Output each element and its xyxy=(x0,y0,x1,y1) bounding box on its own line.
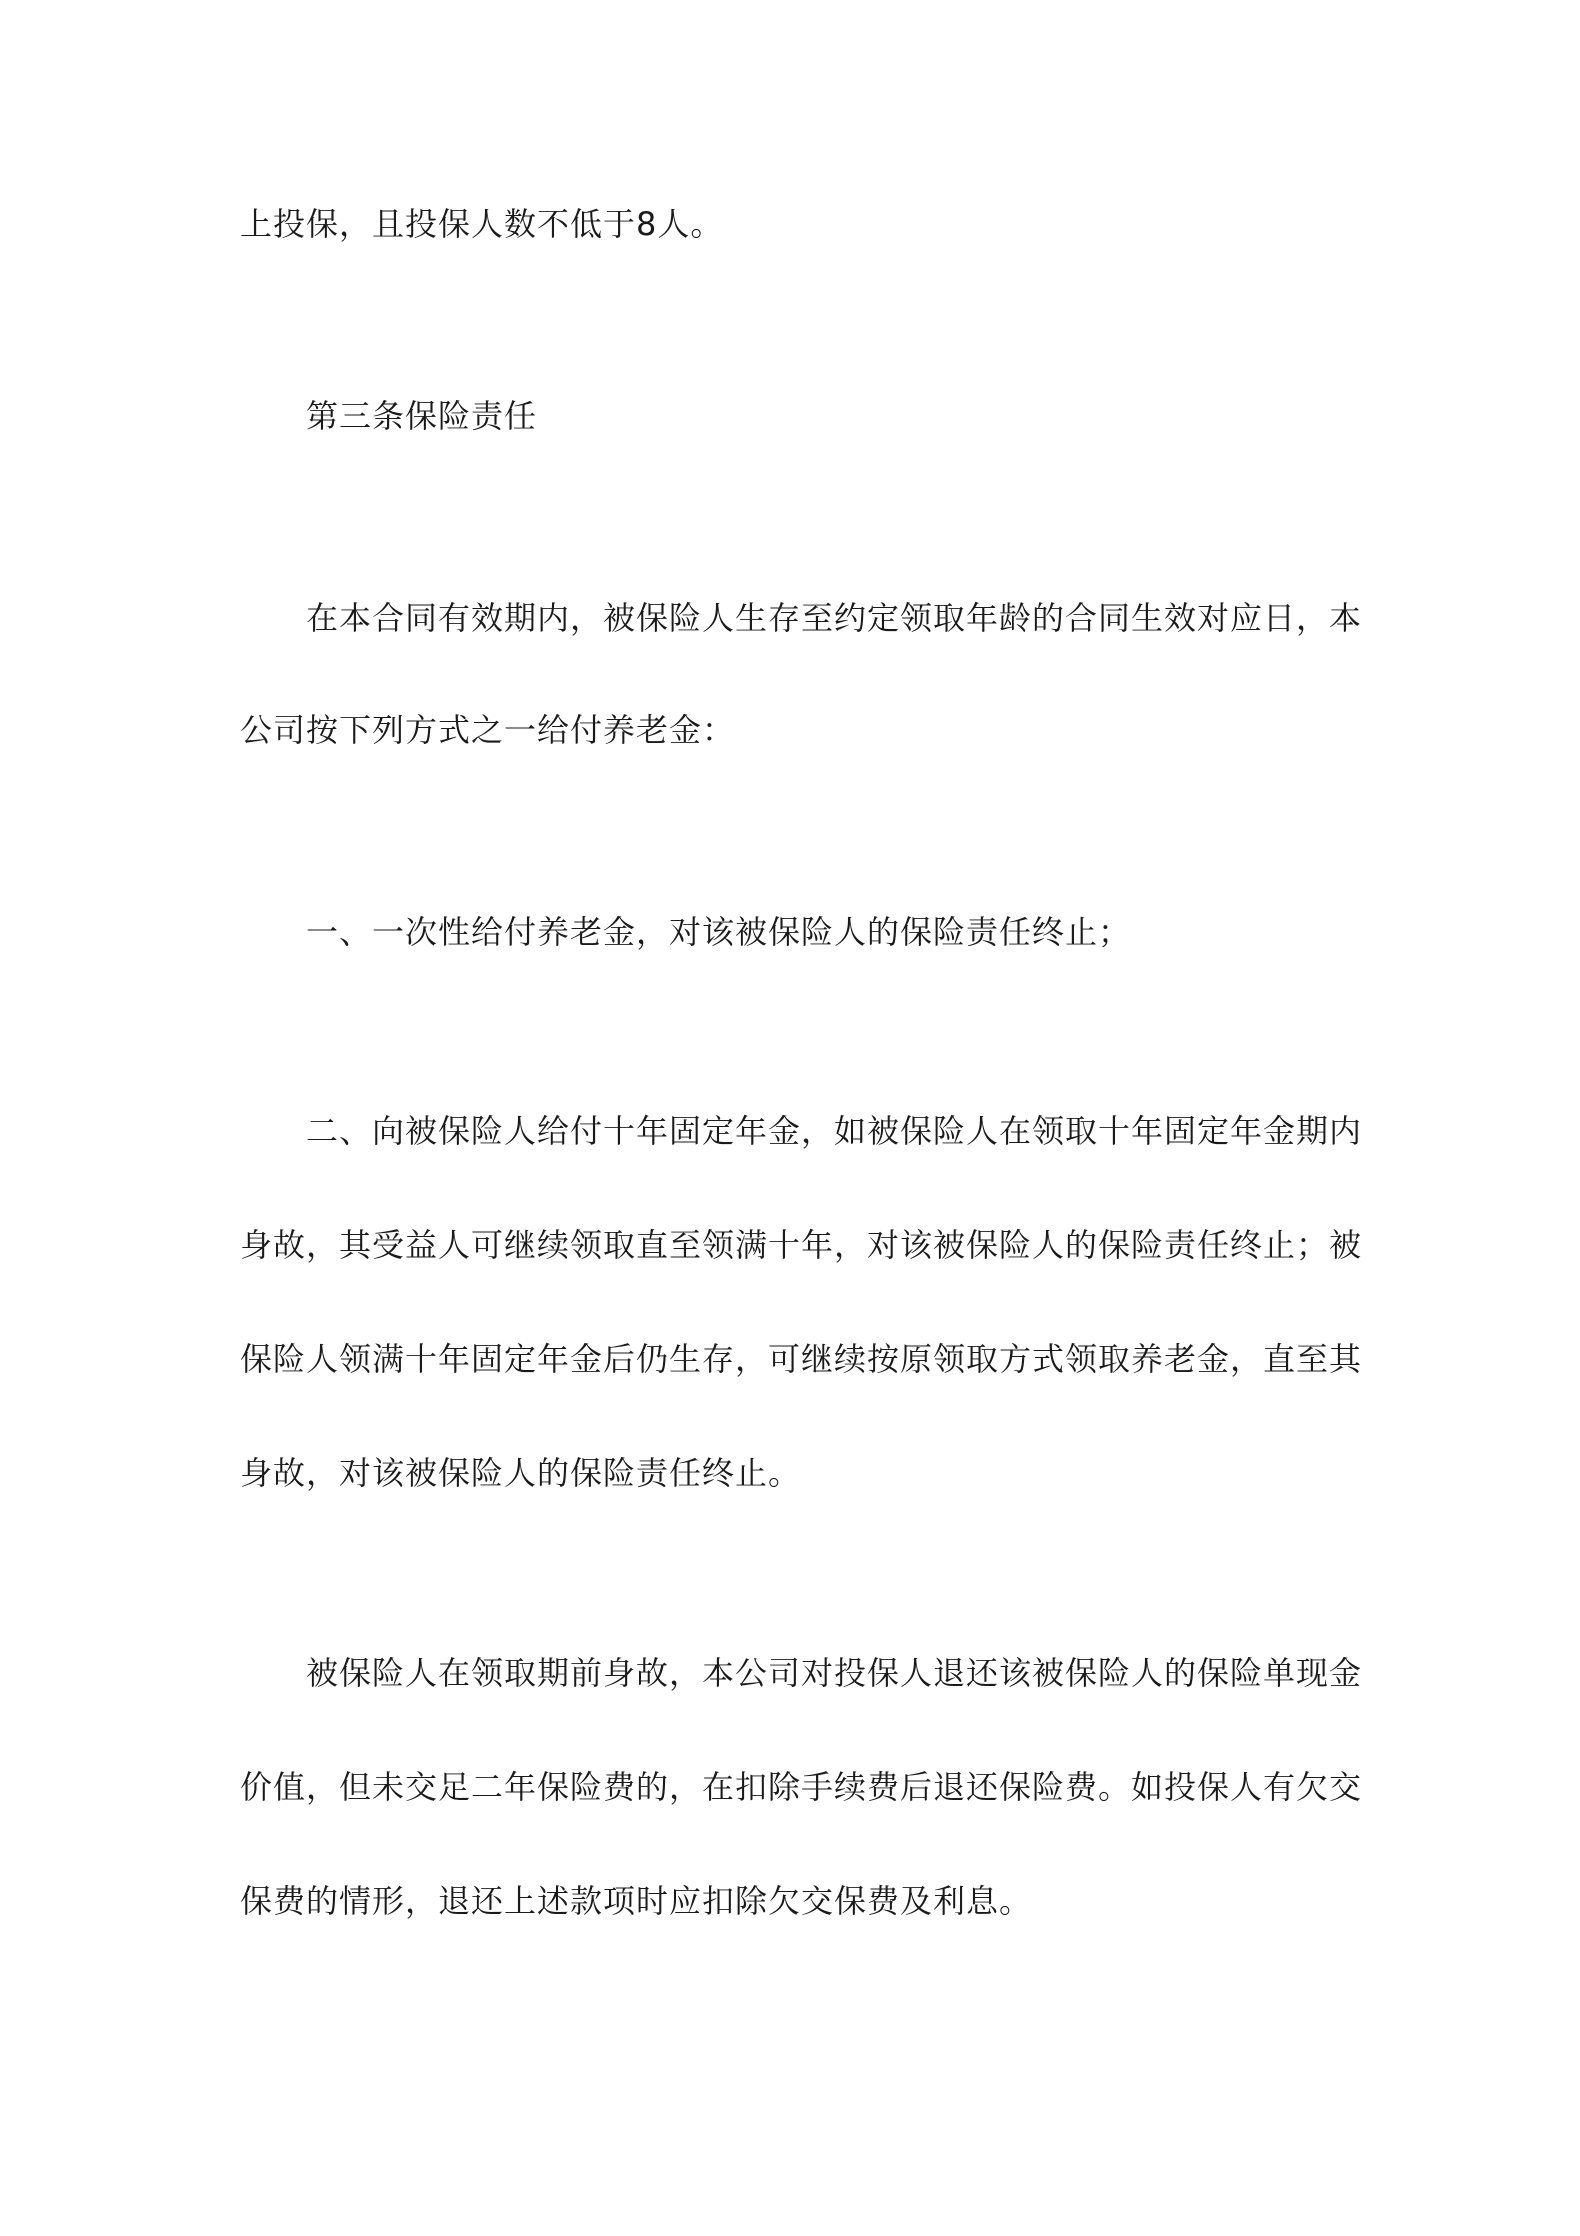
paragraph-line: 保险人领满十年固定年金后仍生存，可继续按原领取方式领取养老金，直至其 xyxy=(240,1340,1363,1378)
section-heading: 第三条保险责任 xyxy=(306,397,538,435)
list-item-1: 一、一次性给付养老金，对该被保险人的保险责任终止； xyxy=(306,913,1132,951)
list-item-2: 二、向被保险人给付十年固定年金，如被保险人在领取十年固定年金期内 xyxy=(306,1112,1363,1150)
paragraph-line: 公司按下列方式之一给付养老金： xyxy=(240,711,736,749)
paragraph-line: 身故，其受益人可继续领取直至领满十年，对该被保险人的保险责任终止；被 xyxy=(240,1226,1363,1264)
paragraph-line: 保费的情形，退还上述款项时应扣除欠交保费及利息。 xyxy=(240,1882,1033,1920)
paragraph-line: 身故，对该被保险人的保险责任终止。 xyxy=(240,1454,802,1492)
paragraph-line: 被保险人在领取期前身故，本公司对投保人退还该被保险人的保险单现金 xyxy=(306,1654,1363,1692)
paragraph-line: 在本合同有效期内，被保险人生存至约定领取年龄的合同生效对应日，本 xyxy=(306,599,1363,637)
paragraph-line: 价值，但未交足二年保险费的，在扣除手续费后退还保险费。如投保人有欠交 xyxy=(240,1768,1363,1806)
paragraph-line: 上投保，且投保人数不低于8人。 xyxy=(240,205,724,243)
